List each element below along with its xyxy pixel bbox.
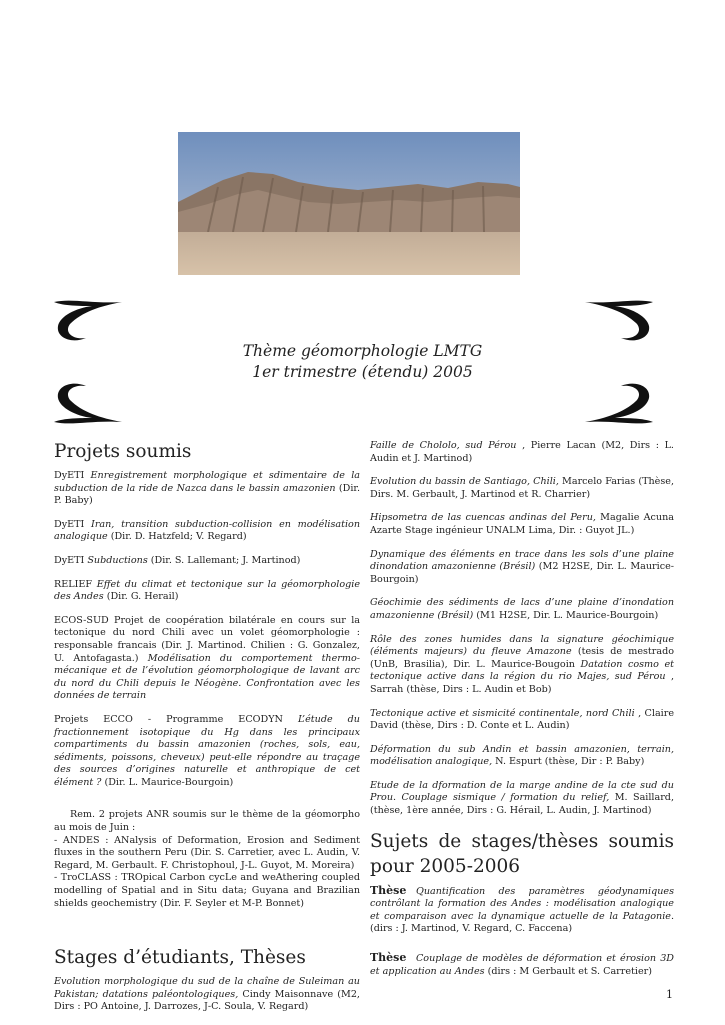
item-details: , Sarrah (thèse, Dirs : L. Audin et Bob) [370,671,674,695]
thesis-title: Quantification des paramètres géodynamiques contrôlant la formation des Andes : modélisation analogique et comparaison avec la dynamique actuelle de la Patagonie. [370,885,674,922]
list-item [54,579,360,604]
item-title: Datation cosmo et tectonique active dans la région du rio Majes, sud Pérou [370,658,675,683]
item-title: Hipsometra de las cuencas andinas del Peru, [370,512,596,524]
title-line-2: 1er trimestre (étendu) 2005 [252,363,473,381]
item-details: , Pierre Lacan (M2, Dirs : L. Audin et J. Martinod) [370,440,674,464]
stage-details: Cindy Maisonnave (M2, Dirs : PO Antoine, J. Darrozes, J-C. Soula, V. Regard) [54,988,360,1013]
student-list [370,440,674,818]
project-list [54,470,360,789]
list-item [54,470,360,508]
stage-title: Evolution morphologique du sud de la chaîne de Suleiman au Pakistan; datations paléontologiques, [54,976,360,1000]
item-title: Iran, transition subduction-collision en modélisation analogique [54,518,361,543]
thesis-entry [370,952,674,978]
item-details: (Dir. L. Maurice-Bourgoin) [101,776,234,788]
item-title: L’étude du fractionnement isotopique du Hg dans les principaux compartiments du bassin amazonien (roches, sols, eau, sédiments, poissons, cheveux) peut-elle répondre au traçage des sources d’origines naturelle et anthropique de cet élément ? [54,713,360,788]
remark-line: Rem. 2 projets ANR soumis sur le thème de la géomorpho au mois de Juin : [54,809,360,834]
item-title: Enregistrement morphologique et sdimentaire de la subduction de la ride de Nazca dans le bassin amazonien [54,470,360,494]
list-item [370,476,674,501]
list-item [54,519,360,544]
ornament-top-left-icon [52,298,124,344]
item-details: (Dir. D. Hatzfeld; V. Regard) [107,531,247,543]
item-title: Evolution du bassin de Santiago, Chili, [370,476,559,488]
list-item [370,549,674,587]
item-prefix: RELIEF [54,578,97,590]
section-heading-stages: Stages d’étudiants, Thèses [54,947,306,969]
ornament-bottom-right-icon [583,380,655,426]
thesis-keyword: Thèse [370,883,407,897]
section-heading-projets: Projets soumis [54,441,192,462]
page-title [0,341,725,383]
item-title: Rôle des zones humides dans la signature géochimique (éléments majeurs) du fleuve Amazone [370,633,674,658]
item-details: (Dir. G. Herail) [103,591,179,603]
left-column [54,440,360,1025]
anr-remark [54,809,360,910]
item-title: Tectonique active et sismicité continentale, nord Chili [370,707,635,719]
item-title: Déformation du sub Andin et bassin amazonien, terrain, modélisation analogique, [370,743,674,768]
item-details: (Dir. P. Baby) [54,482,360,507]
item-details: , Claire David (thèse, Dirs : D. Conte et L. Audin) [370,707,674,732]
ornament-top-right-icon [583,298,655,344]
item-details: Magalie Acuna Azarte Stage ingénieur UNALM Lima, Dir. : Guyot JL.) [370,512,674,536]
item-details: (Dir. S. Lallemant; J. Martinod) [147,554,301,566]
list-item [54,714,360,790]
thesis-list [370,885,674,979]
item-details: (M2 H2SE, Dir. L. Maurice-Bourgoin) [370,561,674,585]
thesis-details: (dirs : M Gerbault et S. Carretier) [484,965,652,977]
item-title: Dynamique des éléments en trace dans les sols d’une plaine dinondation amazonienne (Brésil) [370,548,674,573]
item-title: Modélisation du comportement thermo-mécanique et de l’évolution géomorphologique de lavant arc du nord du Chili depuis le Néogène. Confrontation avec les données de terrain [54,652,360,702]
item-title: Etude de la dformation de la marge andine de la cte sud du Prou. Couplage sismique / formation du relief, [370,779,674,804]
section-heading-sujets: Sujets de stages/thèses soumis pour 2005-2006 [370,830,674,877]
item-prefix: ECOS-SUD Projet de coopération bilatérale en cours sur la tectonique du nord Chili avec un volet géomorphologie : responsable francais (Dir. J. Martinod. Chilien : G. Gonzalez, U. Antofagasta.) [54,614,360,664]
list-item [54,555,360,568]
item-details: (M1 H2SE, Dir. L. Maurice-Bourgoin) [473,609,659,621]
list-item [370,708,674,733]
remark-line: - TroCLASS : TROpical Carbon cycLe and weAthering coupled modelling of Spatial and in Situ data; Guyana and Brazilian shields geochemistry (Dir. F. Seyler et M-P. Bonnet) [54,872,360,909]
item-prefix: Projets ECCO - Programme ECODYN [54,713,298,725]
page-number: 1 [666,988,673,1001]
list-item [370,744,674,769]
right-column [370,440,674,989]
item-details: N. Espurt (thèse, Dir : P. Baby) [492,756,645,768]
item-prefix: DyETI [54,470,91,481]
item-details: M. Saillard, (thèse, 1ère année, Dirs : G. Hérail, L. Audin, J. Martinod) [370,792,674,817]
thesis-keyword: Thèse [370,951,407,965]
list-item [370,597,674,622]
item-title: Effet du climat et tectonique sur la géomorphologie des Andes [54,578,360,603]
list-item [54,615,360,703]
list-item [370,780,674,818]
thesis-details: (dirs : J. Martinod, V. Regard, C. Faccena) [370,923,573,935]
title-line-1: Thème géomorphologie LMTG [242,342,483,360]
list-item [370,512,674,537]
item-prefix: DyETI [54,518,92,530]
stage-entry [54,976,360,1014]
ornament-bottom-left-icon [52,380,124,426]
thesis-entry [370,885,674,936]
item-title: Subductions [87,554,148,566]
header-photo-mountains [178,132,520,275]
item-details: Marcelo Farias (Thèse, Dirs. M. Gerbault, J. Martinod et R. Charrier) [370,476,674,500]
item-details: (tesis de mestrado (UnB, Brasilia), Dir. L. Maurice-Bougoin [370,646,674,670]
remark-line: - ANDES : ANalysis of Deformation, Erosion and Sediment fluxes in the southern Peru (Dir. S. Carretier, avec L. Audin, V. Regard, M. Gerbault. F. Christophoul, J-L. Guyot, M. Moreira) [54,834,360,871]
item-prefix: DyETI [54,554,88,566]
list-item [370,440,674,465]
thesis-title: Couplage de modèles de déformation et érosion 3D et application au Andes [370,953,674,977]
item-title: Faille de Chololo, sud Pérou [370,440,517,451]
item-title: Géochimie des sédiments de lacs d’une plaine d’inondation amazonienne (Brésil) [370,597,674,621]
list-item [370,634,674,697]
